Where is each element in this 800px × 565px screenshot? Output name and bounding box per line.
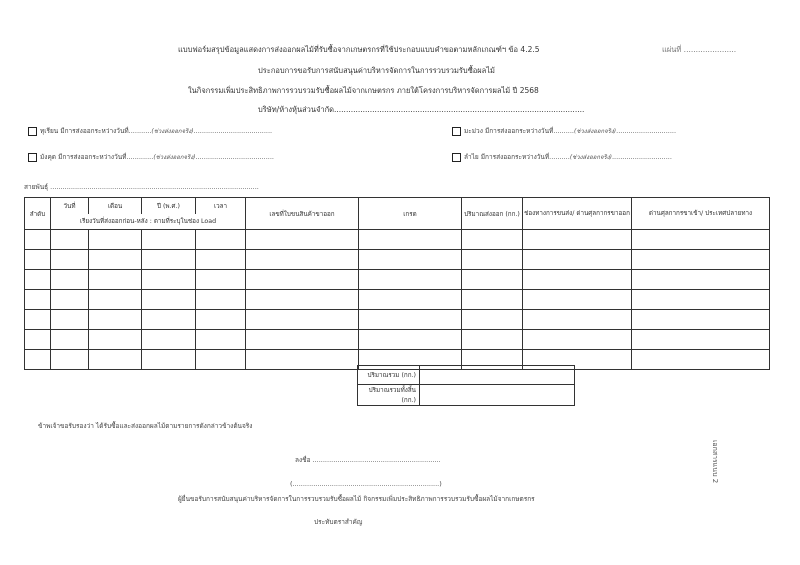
table-cell[interactable] [632,270,770,290]
table-cell[interactable] [25,310,51,330]
durian-checkbox[interactable] [28,127,37,136]
export-table [24,197,770,370]
table-cell[interactable] [246,350,359,370]
table-cell[interactable] [51,230,89,250]
table-cell[interactable] [142,250,196,270]
table-cell[interactable] [246,270,359,290]
header-sort-note: เรียงวันที่ส่งออกก่อน-หลัง : ตามที่ระบุในช่อง Load [51,214,246,230]
header-month: เดือน [89,198,142,214]
table-cell[interactable] [632,230,770,250]
grand-total-value[interactable] [420,385,575,406]
table-cell[interactable] [632,290,770,310]
table-cell[interactable] [51,250,89,270]
fruit-durian [28,126,272,136]
header-quantity: ปริมาณส่งออก (กก.) [462,198,523,230]
fruit-mango [452,126,676,136]
fruit-hint: (ช่วงส่งออกจริง) [151,128,194,135]
table-row [25,330,770,350]
fruit-dots: ............................. [611,153,672,161]
table-cell[interactable] [523,290,632,310]
table-cell[interactable] [89,270,142,290]
fruit-hint: (ช่วงส่งออกจริง) [573,128,617,135]
stamp-note: ประทับตราสำคัญ [314,518,363,526]
header-day: วันที่ [51,198,89,214]
form-subtitle: ประกอบการขอรับการสนับสนุนค่าบริหารจัดการในการรวบรวมรับซื้อผลไม้ [258,66,495,75]
fruit-label: มะม่วง มีการส่งออกระหว่างวันที่.......... [464,127,574,135]
fruit-label: ลำไย มีการส่งออกระหว่างวันที่.......... [464,153,570,161]
table-cell[interactable] [246,330,359,350]
table-cell[interactable] [51,350,89,370]
signer-role: ผู้ยื่นขอรับการสนับสนุนค่าบริหารจัดการในการรวบรวมรับซื้อผลไม้ กิจกรรมเพิ่มประสิทธิภาพการรวบรวมรับซื้อผลไม้จากเกษตรกร [178,495,535,503]
table-body [25,230,770,370]
table-cell[interactable] [51,270,89,290]
mangosteen-checkbox[interactable] [28,153,37,162]
table-cell[interactable] [142,290,196,310]
table-cell[interactable] [462,330,523,350]
variety-line: สายพันธุ์ ..................................................................................................... [24,183,259,191]
fruit-label: ทุเรียน มีการส่งออกระหว่างวันที่........... [40,127,152,135]
header-year: ปี (พ.ศ.) [142,198,196,214]
table-cell[interactable] [462,310,523,330]
table-cell[interactable] [142,270,196,290]
header-destination: ด่านศุลกากรขาเข้า/ ประเทศปลายทาง [632,198,770,230]
table-cell[interactable] [523,310,632,330]
table-cell[interactable] [25,330,51,350]
table-cell[interactable] [25,230,51,250]
table-cell[interactable] [142,350,196,370]
table-cell[interactable] [25,250,51,270]
summary-table [357,365,575,406]
table-cell[interactable] [196,270,246,290]
fruit-dots: ...................................... [195,153,274,161]
table-row [25,310,770,330]
header-no: ลำดับ [25,198,51,230]
table-cell[interactable] [51,310,89,330]
form-activity: ในกิจกรรมเพิ่มประสิทธิภาพการรวบรวมรับซื้อผลไม้จากเกษตรกร ภายใต้โครงการบริหารจัดการผลไม้ ปี 2568 [188,86,539,95]
table-cell[interactable] [89,290,142,310]
table-cell[interactable] [89,250,142,270]
table-cell[interactable] [51,290,89,310]
table-cell[interactable] [89,350,142,370]
fruit-hint: (ช่วงส่งออกจริง) [569,154,612,161]
table-cell[interactable] [359,290,462,310]
table-cell[interactable] [359,330,462,350]
table-cell[interactable] [25,290,51,310]
table-cell[interactable] [523,250,632,270]
header-time: เวลา [196,198,246,214]
table-cell[interactable] [142,310,196,330]
table-cell[interactable] [89,330,142,350]
signature-line: ลงชื่อ .............................................................. [295,456,441,464]
table-cell[interactable] [25,270,51,290]
header-grade: เกรด [359,198,462,230]
total-value[interactable] [420,366,575,385]
table-cell[interactable] [462,270,523,290]
table-cell[interactable] [142,330,196,350]
table-cell[interactable] [89,310,142,330]
table-cell[interactable] [523,230,632,250]
table-cell[interactable] [462,230,523,250]
table-row [25,290,770,310]
table-cell[interactable] [359,310,462,330]
table-cell[interactable] [246,230,359,250]
table-cell[interactable] [51,330,89,350]
certify-text: ข้าพเจ้าขอรับรองว่า ได้รับซื้อและส่งออกผลไม้ตามรายการดังกล่าวข้างต้นจริง [38,422,253,430]
table-cell[interactable] [246,310,359,330]
table-cell[interactable] [196,230,246,250]
header-invoice: เลขที่ใบขนสินค้าขาออก [246,198,359,230]
table-row [25,230,770,250]
grand-total-label: ปริมาณรวมทั้งสิ้น (กก.) [358,385,420,406]
attachment-label: เอกสารแนบ 2 [711,440,719,484]
table-cell[interactable] [523,270,632,290]
fruit-hint: (ช่วงส่งออกจริง) [153,154,196,161]
table-row [25,270,770,290]
table-cell[interactable] [359,270,462,290]
table-cell[interactable] [196,290,246,310]
fruit-label: มังคุด มีการส่งออกระหว่างวันที่............. [40,153,154,161]
fruit-longan [452,152,672,162]
page-number: แผ่นที่ ...................... [662,45,737,54]
total-label: ปริมาณรวม (กก.) [358,366,420,385]
fruit-dots: ............................. [616,127,677,135]
header-channel: ช่องทางการขนส่ง/ ด่านศุลกากรขาออก [523,198,632,230]
table-cell[interactable] [196,310,246,330]
table-cell[interactable] [142,230,196,250]
table-cell[interactable] [632,330,770,350]
table-cell[interactable] [462,290,523,310]
table-cell[interactable] [196,250,246,270]
table-cell[interactable] [246,250,359,270]
table-cell[interactable] [196,350,246,370]
table-cell[interactable] [196,330,246,350]
table-cell[interactable] [632,310,770,330]
table-cell[interactable] [25,350,51,370]
form-title: แบบฟอร์มสรุปข้อมูลแสดงการส่งออกผลไม้ที่รับซื้อจากเกษตรกรที่ใช้ประกอบแบบคำขอตามหลักเกณฑ์ฯ ข้อ 4.2.5 [178,45,540,54]
table-row [25,250,770,270]
table-cell[interactable] [89,230,142,250]
table-cell[interactable] [632,250,770,270]
company-line: บริษัท/ห้างหุ้นส่วนจำกัด......................................................................................................... [258,105,585,114]
table-cell[interactable] [523,330,632,350]
table-cell[interactable] [632,350,770,370]
signature-name: (.......................................................................) [290,480,442,488]
table-cell[interactable] [359,230,462,250]
longan-checkbox[interactable] [452,153,461,162]
fruit-dots: ...................................... [193,127,273,135]
table-cell[interactable] [462,250,523,270]
table-cell[interactable] [246,290,359,310]
mango-checkbox[interactable] [452,127,461,136]
fruit-mangosteen [28,152,274,162]
table-cell[interactable] [359,250,462,270]
